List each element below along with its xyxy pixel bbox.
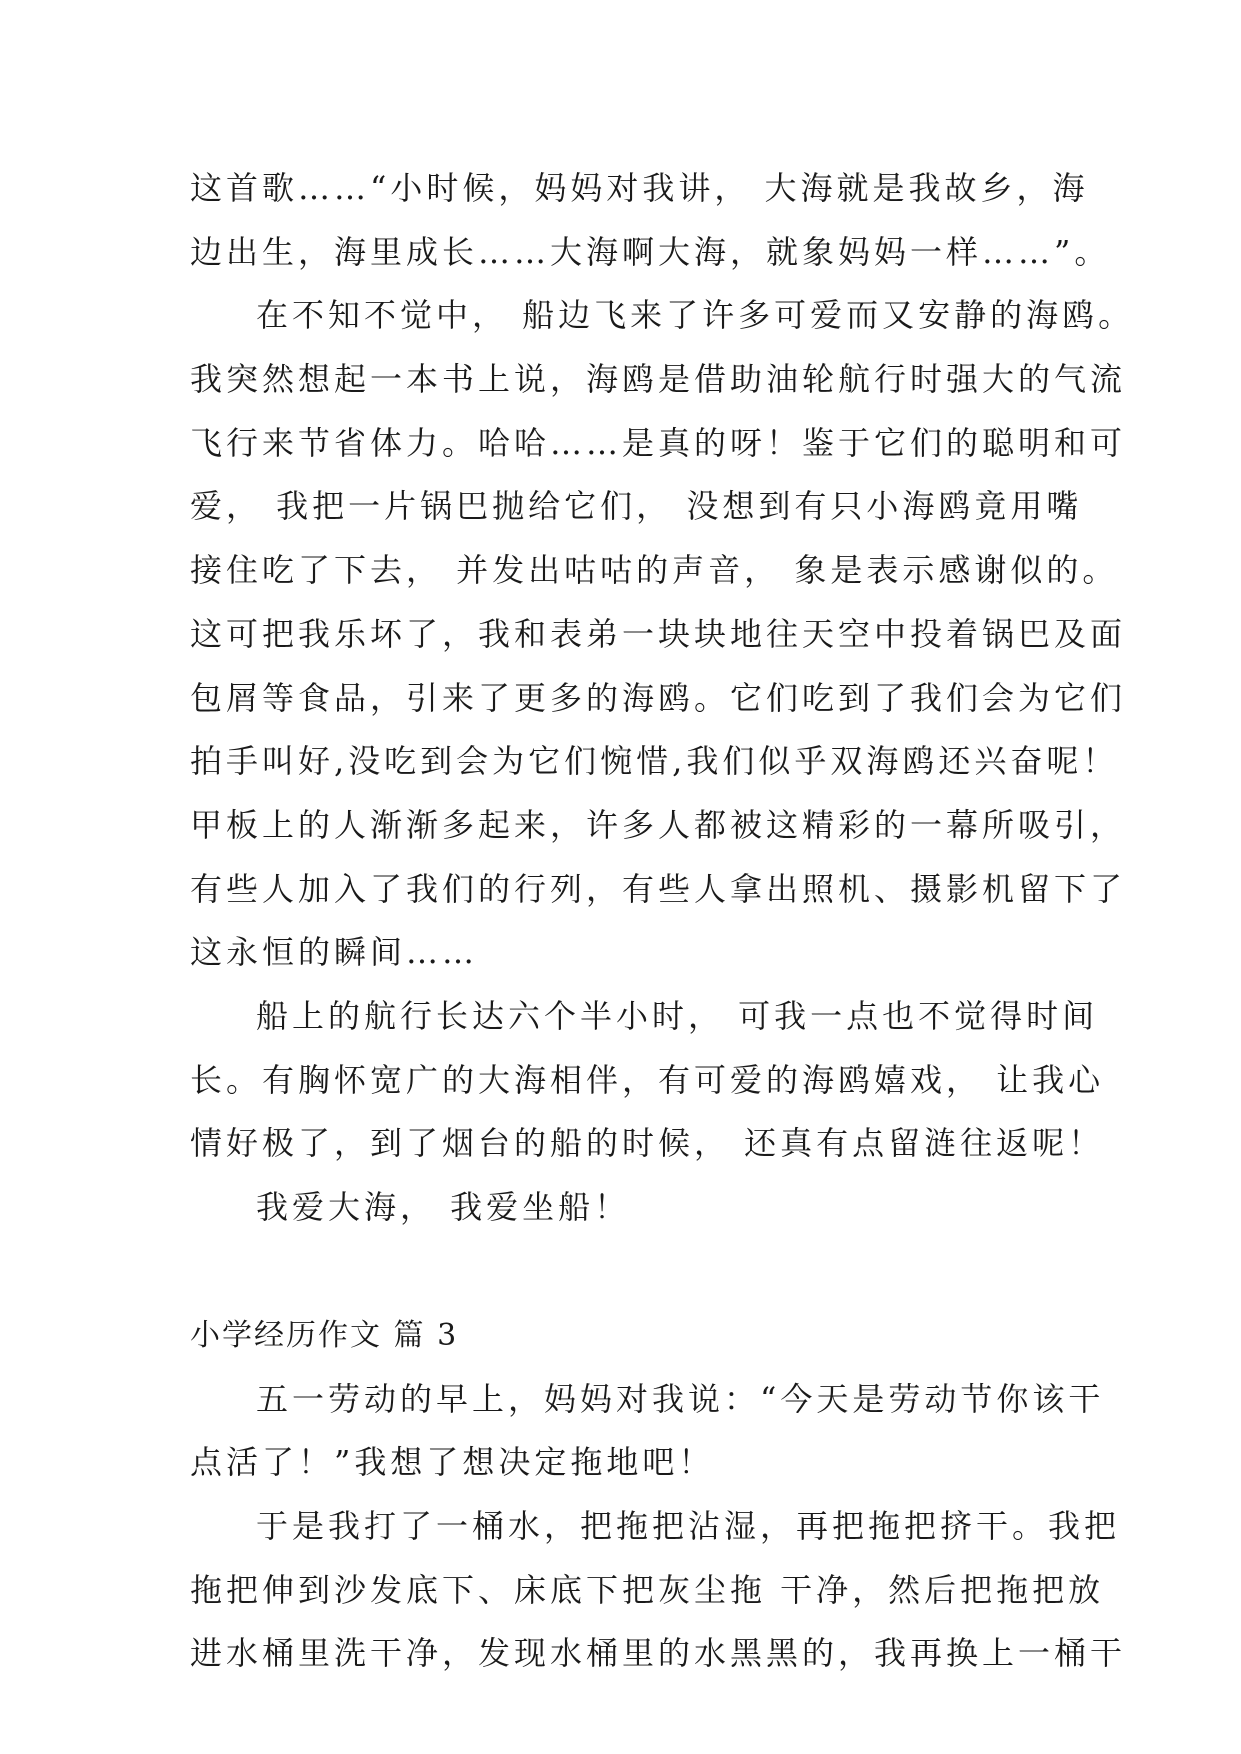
text-line: 拖把伸到沙发底下、床底下把灰尘拖 干净，然后把拖把放 <box>190 1570 1105 1609</box>
paragraph-closing <box>190 1176 1070 1240</box>
text-line: 五一劳动的早上，妈妈对我说：“今天是劳动节你该干 <box>256 1379 1105 1418</box>
paragraph-labor-day <box>190 1368 1105 1495</box>
text-line: 边出生，海里成长……大海啊大海，就象妈妈一样……”。 <box>190 232 1111 271</box>
text-line: 点活了！”我想了想决定拖地吧！ <box>190 1443 715 1482</box>
text-line: 这首歌……“小时候，妈妈对我讲， 大海就是我故乡，海 <box>190 169 1089 207</box>
text-line: 接住吃了下去， 并发出咕咕的声音， 象是表示感谢似的。 <box>190 551 1119 590</box>
text-line: 拍手叫好,没吃到会为它们惋惜,我们似乎双海鸥还兴奋呢！ <box>190 742 1119 781</box>
section-gap <box>190 1240 1070 1304</box>
paragraph-seagulls <box>190 284 1135 985</box>
text-line: 包屑等食品，引来了更多的海鸥。它们吃到了我们会为它们 <box>190 678 1127 717</box>
text-line: 这永恒的瞬间…… <box>190 933 479 972</box>
text-line: 这可把我乐坏了，我和表弟一块块地往天空中投着锅巴及面 <box>190 614 1127 653</box>
text-line: 我突然想起一本书上说，海鸥是借助油轮航行时强大的气流 <box>190 360 1127 399</box>
text-line: 进水桶里洗干净，发现水桶里的水黑黑的，我再换上一桶干 <box>190 1634 1127 1673</box>
section-heading: 小学经历作文 篇 3 <box>190 1317 459 1353</box>
text-line: 我爱大海， 我爱坐船！ <box>256 1188 631 1226</box>
text-line: 有些人加入了我们的行列，有些人拿出照机、摄影机留下了 <box>190 869 1127 908</box>
text-line: 于是我打了一桶水，把拖把沾湿，再把拖把挤干。我把 <box>256 1507 1121 1546</box>
text-line: 情好极了，到了烟台的船的时候， 还真有点留涟往返呢！ <box>190 1124 1105 1163</box>
paragraph-voyage <box>190 985 1105 1176</box>
document-body <box>190 157 1135 1686</box>
paragraph-mopping <box>190 1495 1127 1686</box>
text-line: 长。有胸怀宽广的大海相伴，有可爱的海鸥嬉戏， 让我心 <box>190 1060 1105 1099</box>
text-line: 飞行来节省体力。哈哈……是真的呀！鉴于它们的聪明和可 <box>190 423 1127 462</box>
text-line: 爱， 我把一片锅巴抛给它们， 没想到有只小海鸥竟用嘴 <box>190 487 1083 526</box>
text-line: 船上的航行长达六个半小时， 可我一点也不觉得时间 <box>256 996 1099 1035</box>
paragraph-song-lyrics <box>190 157 1111 284</box>
text-line: 甲板上的人渐渐多起来，许多人都被这精彩的一幕所吸引， <box>190 805 1127 844</box>
text-line: 在不知不觉中， 船边飞来了许多可爱而又安静的海鸥。 <box>256 296 1135 335</box>
